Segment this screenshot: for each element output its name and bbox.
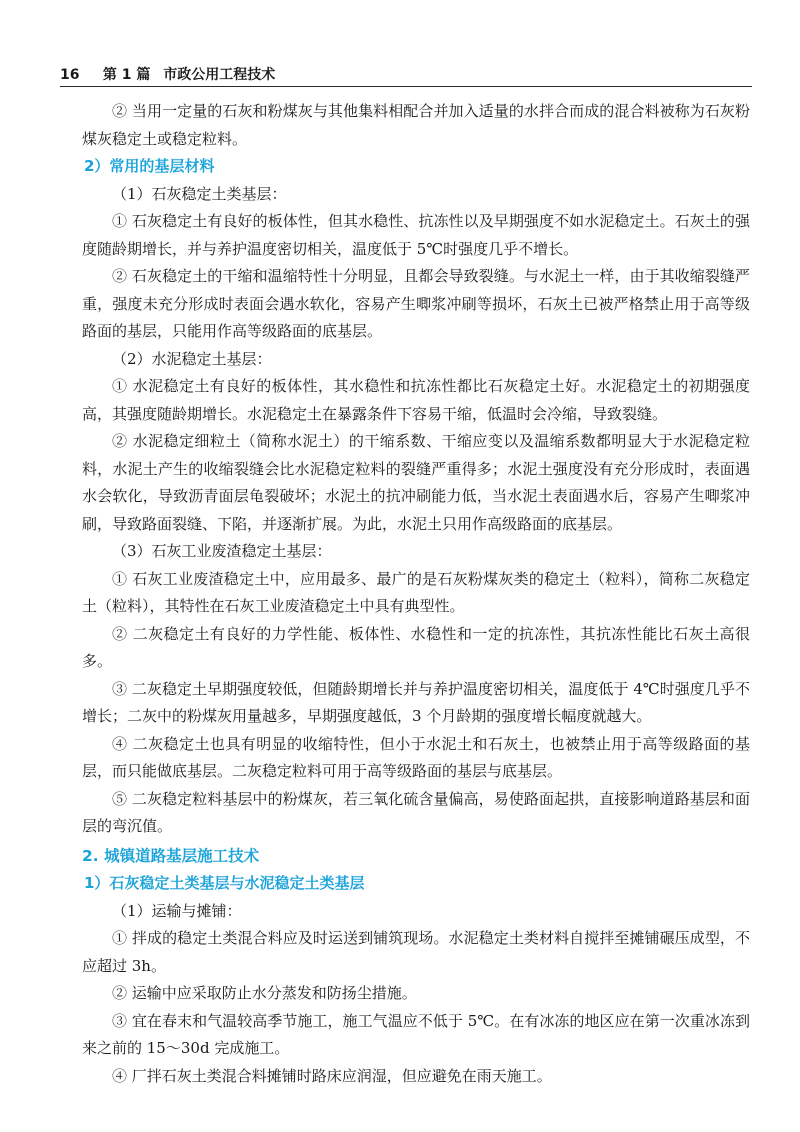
paragraph: ② 二灰稳定土有良好的力学性能、板体性、水稳性和一定的抗冻性，其抗冻性能比石灰土高很多。 (82, 624, 750, 670)
paragraph: ② 当用一定量的石灰和粉煤灰与其他集料相配合并加入适量的水拌合而成的混合料被称为石灰粉煤灰稳定土或稳定粒料。 (82, 102, 750, 148)
page-header (60, 64, 750, 86)
page-number: 16 (60, 67, 80, 83)
paragraph: （2）水泥稳定土基层： (112, 349, 272, 368)
header-rule (60, 86, 752, 87)
paragraph: ④ 厂拌石灰土类混合料摊铺时路床应润湿，但应避免在雨天施工。 (112, 1066, 552, 1085)
paragraph: ① 水泥稳定土有良好的板体性，其水稳性和抗冻性都比石灰稳定土好。水泥稳定土的初期强度高，其强度随龄期增长。水泥稳定土在暴露条件下容易干缩，低温时会冷缩，导致裂缝。 (82, 377, 750, 423)
paragraph: ③ 宜在春末和气温较高季节施工，施工气温应不低于 5℃。在有冰冻的地区应在第一次重冰冻到来之前的 15～30d 完成施工。 (82, 1011, 750, 1057)
paragraph: （3）石灰工业废渣稳定土基层： (112, 542, 332, 560)
part-title: 市政公用工程技术 (163, 67, 276, 83)
part-label: 第 1 篇 (102, 67, 151, 83)
section-heading: 2. 城镇道路基层施工技术 (82, 846, 260, 865)
paragraph: ① 拌成的稳定土类混合料应及时运送到铺筑现场。水泥稳定土类材料自搅拌至摊铺碾压成型，不应超过 3h。 (82, 929, 750, 975)
paragraph: ④ 二灰稳定土也具有明显的收缩特性，但小于水泥土和石灰土，也被禁止用于高等级路面的基层，而只能做底基层。二灰稳定粒料可用于高等级路面的基层与底基层。 (82, 734, 750, 780)
paragraph: ① 石灰稳定土有良好的板体性，但其水稳性、抗冻性以及早期强度不如水泥稳定土。石灰土的强度随龄期增长，并与养护温度密切相关，温度低于 5℃时强度几乎不增长。 (82, 212, 750, 258)
paragraph: ② 水泥稳定细粒土（简称水泥土）的干缩系数、干缩应变以及温缩系数都明显大于水泥稳定粒料，水泥土产生的收缩裂缝会比水泥稳定粒料的裂缝严重得多；水泥土强度没有充分形成时，表面遇水会软化，导致沥青面层龟裂破坏；水泥土的抗冲刷能力低，当水泥土表面遇水后，容易产生唧浆冲刷，导致路面裂缝、下陷，并逐渐扩展。为此，水泥土只用作高级路面的底基层。 (82, 432, 750, 533)
paragraph: ③ 二灰稳定土早期强度较低，但随龄期增长并与养护温度密切相关，温度低于 4℃时强度几乎不增长；二灰中的粉煤灰用量越多，早期强度越低，3 个月龄期的强度增长幅度就越大。 (82, 679, 750, 725)
paragraph: ① 石灰工业废渣稳定土中，应用最多、最广的是石灰粉煤灰类的稳定土（粒料），简称二灰稳定土（粒料），其特性在石灰工业废渣稳定土中具有典型性。 (82, 569, 750, 615)
page-body (82, 98, 750, 1090)
paragraph: （1）石灰稳定土类基层： (112, 184, 287, 203)
paragraph: ⑤ 二灰稳定粒料基层中的粉煤灰，若三氧化硫含量偏高，易使路面起拱，直接影响道路基层和面层的弯沉值。 (82, 789, 750, 835)
subsection-heading: 1）石灰稳定土类基层与水泥稳定土类基层 (84, 874, 365, 892)
paragraph: ② 运输中应采取防止水分蒸发和防扬尘措施。 (112, 984, 417, 1002)
paragraph: ② 石灰稳定土的干缩和温缩特性十分明显，且都会导致裂缝。与水泥土一样，由于其收缩裂缝严重，强度未充分形成时表面会遇水软化，容易产生唧浆冲刷等损坏，石灰土已被严格禁止用于高等级路面的基层，只能用作高等级路面的底基层。 (82, 267, 750, 340)
paragraph: （1）运输与摊铺： (112, 901, 242, 920)
subsection-heading: 2）常用的基层材料 (84, 157, 215, 175)
